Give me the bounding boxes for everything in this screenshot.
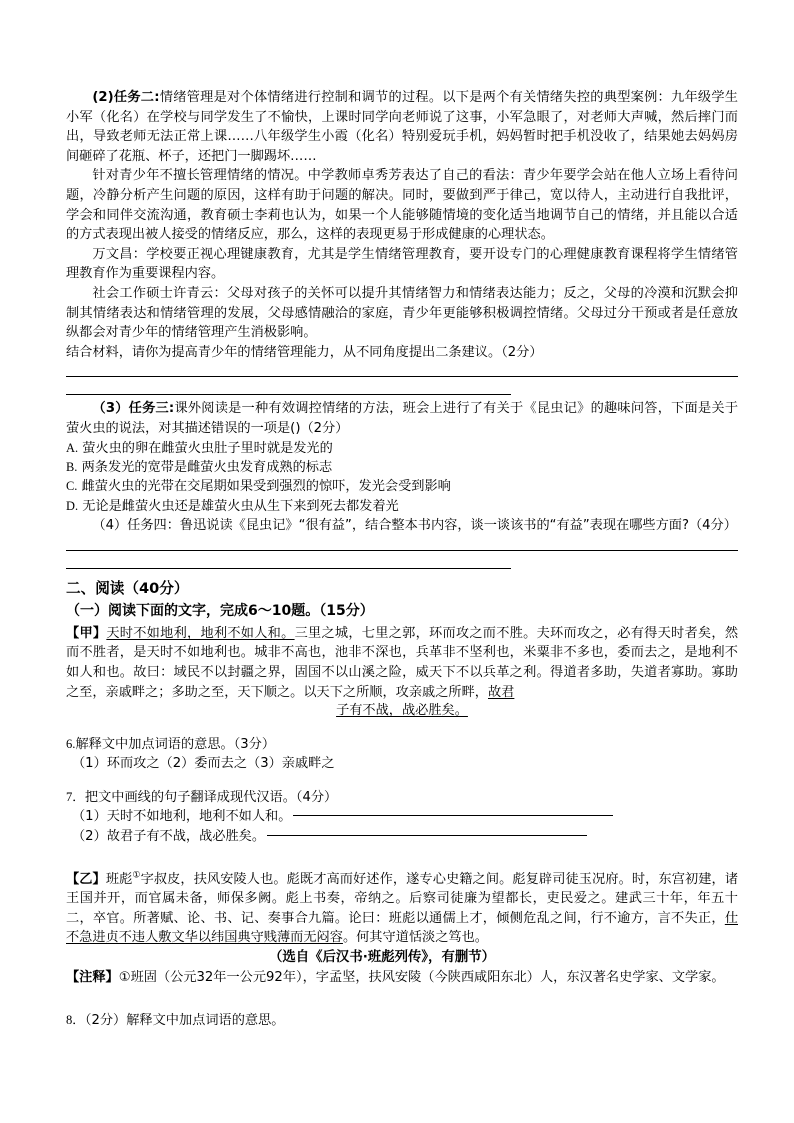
task2-para1-text: 情绪管理是对个体情绪进行控制和调节的过程。以下是两个有关情绪失控的典型案例：九年级学生小军（化名）在学校与同学发生了不愉快，上课时同学向老师说了这事，小军急眼了，对老师大声喊，然后摔门而出，导致老师无法正常上课……八年级学生小霞（化名）特别爱玩手机，妈妈暂时把手机没收了，结果她去妈妈房间砸碎了花瓶、杯子，还把门一脚踢坏…… bbox=[66, 90, 738, 164]
task2-paragraph-1 bbox=[66, 88, 738, 166]
option-a-text: 萤火虫的卵在雌萤火虫肚子里时就是发光的 bbox=[82, 440, 333, 456]
question-6-text: 解释文中加点词语的意思。（3分） bbox=[75, 736, 276, 752]
spacer bbox=[66, 721, 738, 735]
question-7-item-1 bbox=[66, 807, 738, 827]
option-b-text: 两条发光的宽带是雌萤火虫发育成熟的标志 bbox=[81, 459, 333, 475]
answer-rule-partial[interactable] bbox=[66, 568, 511, 569]
task2-paragraph-2: 针对青少年不擅长管理情绪的情况。中学教师卓秀芳表达了自己的看法：青少年要学会站在他人立场上看待问题，冷静分析产生问题的原因，这样有助于问题的解决。同时，要做到严于律己，宽以待人，主动进行自我批评，学会和同伴交流沟通，教育硕士李莉也认为，如果一个人能够随情境的变化适当地调节自己的情绪，并且能以合适的方式表现出被人接受的情绪反应，那么，这样的表现更易于形成健康的心理状态。 bbox=[66, 168, 738, 243]
passage-yi-marker: 【乙】 bbox=[66, 871, 106, 887]
option-b-letter: B. bbox=[66, 459, 78, 474]
task4-answer-lines bbox=[66, 550, 738, 569]
section-two-title: 二、阅读（40分） bbox=[66, 579, 189, 597]
question-7-number: 7． bbox=[66, 789, 85, 804]
task2-question-prompt: 结合材料，请你为提高青少年的情绪管理能力，从不同角度提出二条建议。（2分） bbox=[66, 344, 543, 360]
option-c-letter: C. bbox=[66, 479, 78, 494]
spacer bbox=[66, 847, 738, 861]
spacer bbox=[66, 774, 738, 788]
option-d[interactable] bbox=[66, 497, 738, 516]
option-d-text: 无论是雌萤火虫还是雄萤火虫从生下来到死去都发着光 bbox=[82, 498, 399, 514]
passage-jia-body: 三里之城，七里之郭，环而攻之而不胜。夫环而攻之，必有得天时者矣，然而不胜者，是天时不如地利也。城非不高也，池非不深也，兵革非不坚利也，米粟非不多也，委而去之，是地利不如人和也。故曰：域民不以封疆之界，固国不以山溪之险，威天下不以兵革之利。得道者多助，失道者寡助。寡助之至，亲戚畔之；多助之至，天下顺之。以天下之所顺，攻亲戚之所畔， bbox=[66, 625, 739, 700]
question-8 bbox=[66, 1011, 738, 1031]
passage-jia-underlined-tail-line bbox=[66, 701, 738, 721]
answer-rule-inline[interactable] bbox=[267, 835, 587, 836]
question-7-text: 把文中画线的句子翻译成现代汉语。（4分） bbox=[84, 789, 338, 805]
option-a-letter: A. bbox=[66, 440, 79, 455]
task3-stem-paragraph bbox=[66, 399, 738, 438]
annotation-paragraph bbox=[66, 968, 738, 988]
question-8-text: （2分）解释文中加点词语的意思。 bbox=[84, 1012, 285, 1028]
passage-yi-part2: 字叔皮，扶风安陵人也。彪既才高而好述作，遂专心史籍之间。彪复辟司徒玉况府。时，东宫初建，诸王国并开，而官属未备，师保多阙。彪上书奏，帝纳之。后察司徒廉为望都长，吏民爱之。建武三十年，年五十二，卒官。所著赋、论、书、记、奏事合九篇。论曰：班彪以通儒上才，倾侧危乱之间，行不逾方，言不失正， bbox=[66, 871, 739, 926]
passage-jia bbox=[66, 624, 738, 702]
task2-paragraph-4: 社会工作硕士许青云：父母对孩子的关怀可以提升其情绪智力和情绪表达能力；反之，父母的冷漠和沉默会抑制其情绪表达和情绪管理的发展，父母感情融洽的家庭，青少年更能够积极调控情绪。父母过分干预或者是任意放纵都会对青少年的情绪管理产生消极影响。 bbox=[66, 285, 738, 341]
passage-yi bbox=[66, 870, 738, 948]
option-a[interactable] bbox=[66, 439, 738, 458]
task3-label: （3）任务三: bbox=[92, 401, 175, 417]
option-b[interactable] bbox=[66, 458, 738, 477]
option-d-letter: D. bbox=[66, 498, 79, 513]
question-7-item-2 bbox=[66, 827, 738, 847]
task2-answer-lines bbox=[66, 376, 738, 395]
annotation-label: 【注释】 bbox=[66, 970, 119, 986]
spacer bbox=[66, 988, 738, 1002]
passage-yi-underlined: 仕不急进贞不违人敷文华以纬国典守贱薄而无闷容 bbox=[66, 910, 738, 946]
question-7-item-2-text: （2）故君子有不战，战必胜矣。 bbox=[72, 829, 266, 845]
answer-rule-full[interactable] bbox=[66, 376, 738, 377]
question-6-stem bbox=[66, 735, 738, 755]
task4-paragraph: （4）任务四：鲁迅说读《昆虫记》“很有益”，结合整本书内容，谈一谈该书的“有益”表现在哪些方面?（4分） bbox=[92, 518, 737, 534]
question-6-number: 6. bbox=[66, 736, 76, 751]
question-6-items: （1）环而攻之（2）委而去之（3）亲戚畔之 bbox=[72, 756, 335, 772]
passage-yi-part1: 班彪 bbox=[105, 871, 133, 887]
annotation-text: ①班固（公元32年一公元92年），字孟坚，扶风安陵（今陕西咸阳东北）人，东汉著名史学家、文学家。 bbox=[118, 970, 725, 986]
task3-stem-text: 课外阅读是一种有效调控情绪的方法，班会上进行了有关于《昆虫记》的趣味问答，下面是关于萤火虫的说法，对其描述错误的一项是()（2分） bbox=[66, 401, 739, 436]
task3-options bbox=[66, 439, 738, 517]
option-c-text: 雌萤火虫的光带在交尾期如果受到强烈的惊吓，发光会受到影响 bbox=[81, 479, 451, 495]
answer-rule-full[interactable] bbox=[66, 550, 738, 551]
passage-jia-underlined-tail-end: 子有不战，战必胜矣。 bbox=[336, 703, 468, 719]
passage-jia-underlined-tail-start: 故君 bbox=[488, 684, 515, 700]
footnote-marker: ① bbox=[132, 870, 141, 881]
section-two-subtitle: （一）阅读下面的文字，完成6～10题。（15分） bbox=[66, 602, 374, 619]
passage-yi-source: （选自《后汉书·班彪列传》，有删节） bbox=[268, 950, 496, 966]
task2-label: (2)任务二: bbox=[92, 90, 160, 105]
passage-jia-marker: 【甲】 bbox=[66, 625, 107, 641]
question-8-number: 8． bbox=[66, 1012, 85, 1027]
spacer bbox=[66, 861, 738, 870]
question-7-stem bbox=[66, 788, 738, 808]
task2-paragraph-3: 万文昌：学校要正视心理键康教育，尤其是学生情绪管理教育，要开设专门的心理健康教育课程将学生情绪管理教育作为重要课程内容。 bbox=[66, 246, 738, 282]
passage-yi-part3: 。何其守道恬淡之笃也。 bbox=[342, 930, 488, 946]
question-7-item-1-text: （1）天时不如地利，地利不如人和。 bbox=[72, 809, 292, 825]
spacer bbox=[66, 1002, 738, 1011]
answer-rule-inline[interactable] bbox=[293, 815, 613, 816]
passage-jia-underlined-opening: 天时不如地利，地利不如人和。 bbox=[106, 625, 295, 641]
answer-rule-partial[interactable] bbox=[66, 394, 511, 395]
option-c[interactable] bbox=[66, 477, 738, 496]
